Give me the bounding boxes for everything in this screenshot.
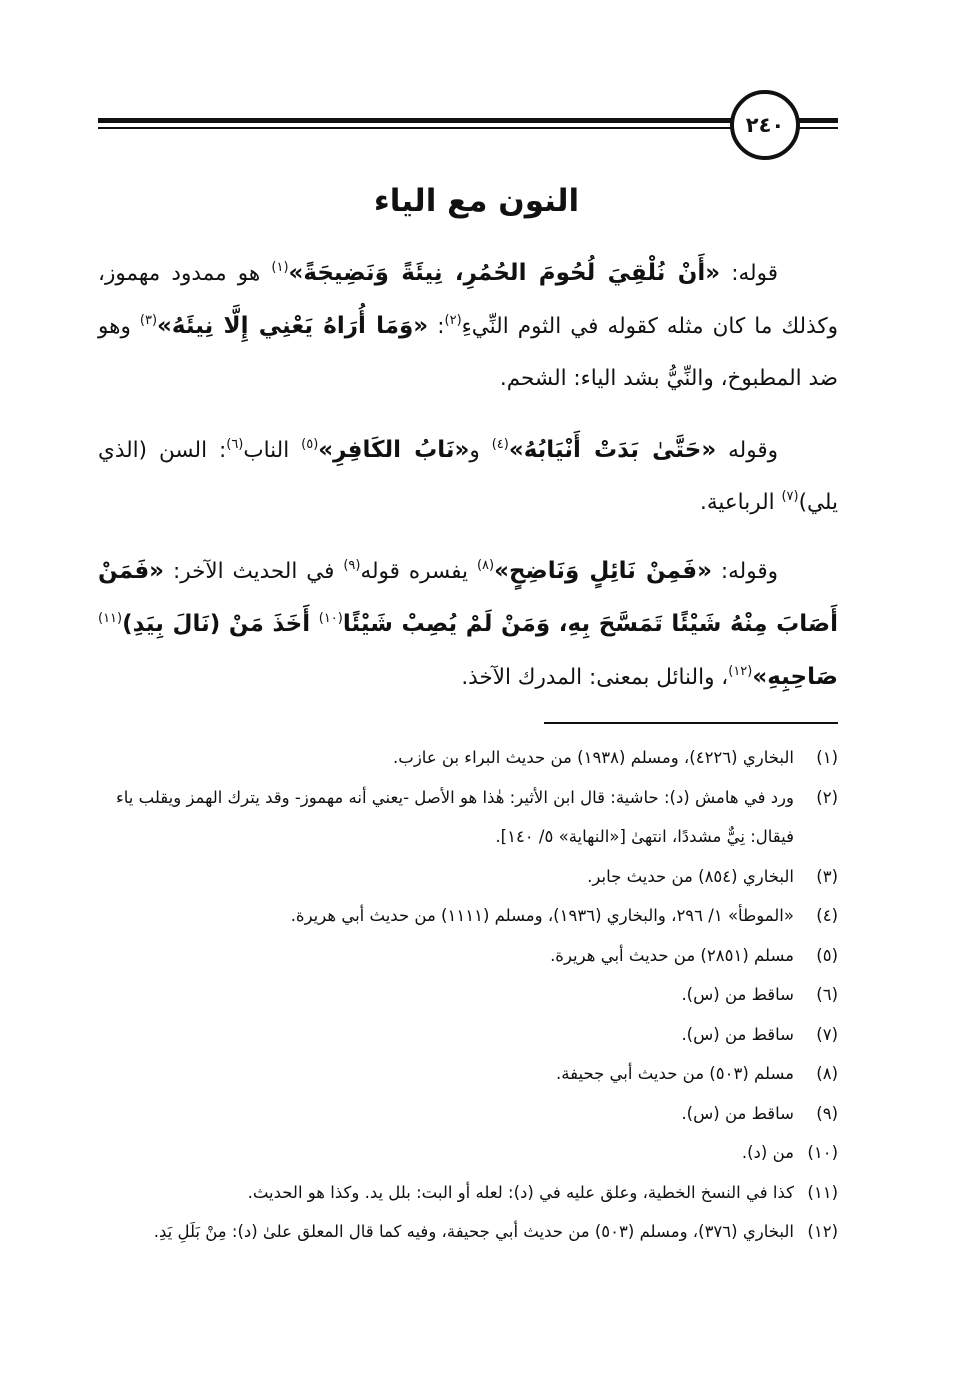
footnote-text: البخاري (٨٥٤) من حديث جابر. [587, 866, 794, 886]
footnote-number: (١١) [807, 1182, 838, 1202]
footnote-item [98, 778, 838, 857]
footnote-number: (٦) [816, 985, 838, 1004]
footnote-number: (٧) [816, 1024, 838, 1044]
footnote-item [98, 857, 838, 897]
text-run: : السن (الذي يلي) [98, 438, 838, 515]
footnote-ref: (٥) [301, 437, 319, 452]
footnote-item [98, 738, 838, 778]
footnote-number: (١) [816, 748, 838, 767]
hadith-quote: «فَمِنْ نَائِلٍ وَنَاضِحٍ» [494, 558, 712, 584]
text-run: في الحديث الآخر: [164, 559, 344, 584]
footnote-item [98, 1054, 838, 1094]
footnote-item [98, 896, 838, 936]
hadith-quote: أَخَذَ مَنْ (نَالَ بِيَدِ) [122, 611, 319, 637]
footnote-text: البخاري (٣٧٦)، ومسلم (٥٠٣) من حديث أبي جحيفة، وفيه كما قال المعلق علىٰ (د): مِنْ بَلَلِ يَدِ. [153, 1222, 794, 1241]
footnote-text: ساقط من (س). [681, 1024, 794, 1044]
footnote-item [98, 1212, 838, 1252]
footnote-text: ساقط من (س). [681, 1103, 794, 1123]
footnote-number: (١٠) [807, 1143, 838, 1162]
hadith-quote: صَاحِبِهِ» [752, 664, 838, 690]
footnote-text: «الموطأ» ١/ ٢٩٦، والبخاري (١٩٣٦)، ومسلم (١١١١) من حديث أبي هريرة. [290, 906, 794, 925]
text-run: يفسره قوله [360, 559, 477, 584]
hadith-quote: «أَنْ نُلْقِيَ لُحُومَ الحُمُرِ، نِيئَةً وَنَضِيجَةً» [288, 260, 721, 286]
footnote-divider [544, 722, 838, 724]
footnote-ref: (٤) [491, 437, 509, 452]
footnote-ref: (٧) [781, 489, 799, 504]
footnote-text: مسلم (٢٨٥١) من حديث أبي هريرة. [550, 945, 794, 965]
footnote-item [98, 936, 838, 976]
footnote-number: (٤) [816, 906, 838, 925]
paragraph-1 [98, 247, 838, 405]
text-run: الرباعية. [700, 490, 782, 515]
footnote-ref: (٦) [226, 437, 244, 452]
text-run: ، والنائل بمعنى: المدرك الآخذ. [461, 665, 729, 690]
paragraph-3 [98, 545, 838, 704]
footnote-ref: (١٠) [318, 611, 343, 626]
footnote-list [98, 738, 838, 1252]
hadith-quote: «نَابُ الكَافِرِ» [318, 437, 470, 463]
footnote-ref: (١) [271, 260, 289, 275]
text-run: قوله: [720, 261, 778, 286]
footnote-item [98, 1173, 838, 1213]
footnote-number: (٨) [816, 1064, 838, 1083]
footnote-text: البخاري (٤٢٢٦)، ومسلم (١٩٣٨) من حديث البراء بن عازب. [393, 748, 794, 767]
footnote-text: ساقط من (س). [681, 985, 794, 1004]
footnote-number: (١٢) [807, 1222, 838, 1241]
footnote-number: (٥) [816, 945, 838, 965]
text-run: وقوله: [711, 559, 778, 584]
text-run: : [428, 314, 445, 339]
text-run: وهو ضد المطبوخ، والنِّيُّ بشد الياء: الشحم. [98, 314, 838, 391]
header-rule-thick [98, 118, 838, 123]
text-run: و [469, 438, 492, 463]
footnote-number: (٩) [816, 1103, 838, 1123]
footnote-ref: (٢) [444, 313, 462, 328]
footnote-item [98, 975, 838, 1015]
footnote-number: (٢) [816, 787, 838, 807]
footnote-text: من (د). [741, 1143, 794, 1162]
section-title: النون مع الياء [373, 183, 580, 219]
footnote-text: ورد في هامش (د): حاشية: قال ابن الأثير: هٰذا هو الأصل -يعني أنه مهموز- وقد يترك الهمز ويقلب ياء فيقال: نِيٌّ مشددًا، انتهىٰ [«النهاية» ٥/ ١٤٠]. [116, 787, 794, 846]
page-number: ٢٤٠ [745, 113, 785, 137]
footnote-ref: (٣) [139, 313, 158, 328]
text-run: الناب [243, 438, 302, 463]
header-rule-thin [98, 127, 838, 129]
hadith-quote: «حَتَّىٰ بَدَتْ أَنْيَابُهُ» [508, 437, 717, 463]
footnote-text: مسلم (٥٠٣) من حديث أبي جحيفة. [556, 1064, 794, 1083]
footnote-item [98, 1094, 838, 1134]
footnote-number: (٣) [816, 866, 838, 886]
hadith-quote: «وَمَا أُرَاهُ يَعْنِي إِلَّا نِيئَهُ» [157, 313, 429, 339]
footnote-ref: (٩) [343, 558, 361, 573]
footnote-item [98, 1015, 838, 1055]
footnote-item [98, 1133, 838, 1173]
text-run: هو ممدود مهموز، وكذلك ما كان مثله كقوله في الثوم النِّيءِ [98, 261, 839, 339]
footnote-text: كذا في النسخ الخطية، وعلق عليه في (د): لعله أو البت: بلل يد. وكذا هو الحديث. [247, 1182, 794, 1202]
hadith-quote: «فَمَنْ أَصَابَ مِنْهُ شَيْئًا تَمَسَّحَ بِهِ، وَمَنْ لَمْ يُصِبْ شَيْئًا [98, 558, 838, 637]
paragraph-2 [98, 424, 838, 529]
page-number-badge [730, 90, 800, 160]
footnote-ref: (١١) [98, 611, 123, 626]
footnote-ref: (٨) [476, 558, 495, 573]
footnote-ref: (١٢) [728, 664, 753, 679]
text-run: وقوله [716, 438, 778, 463]
